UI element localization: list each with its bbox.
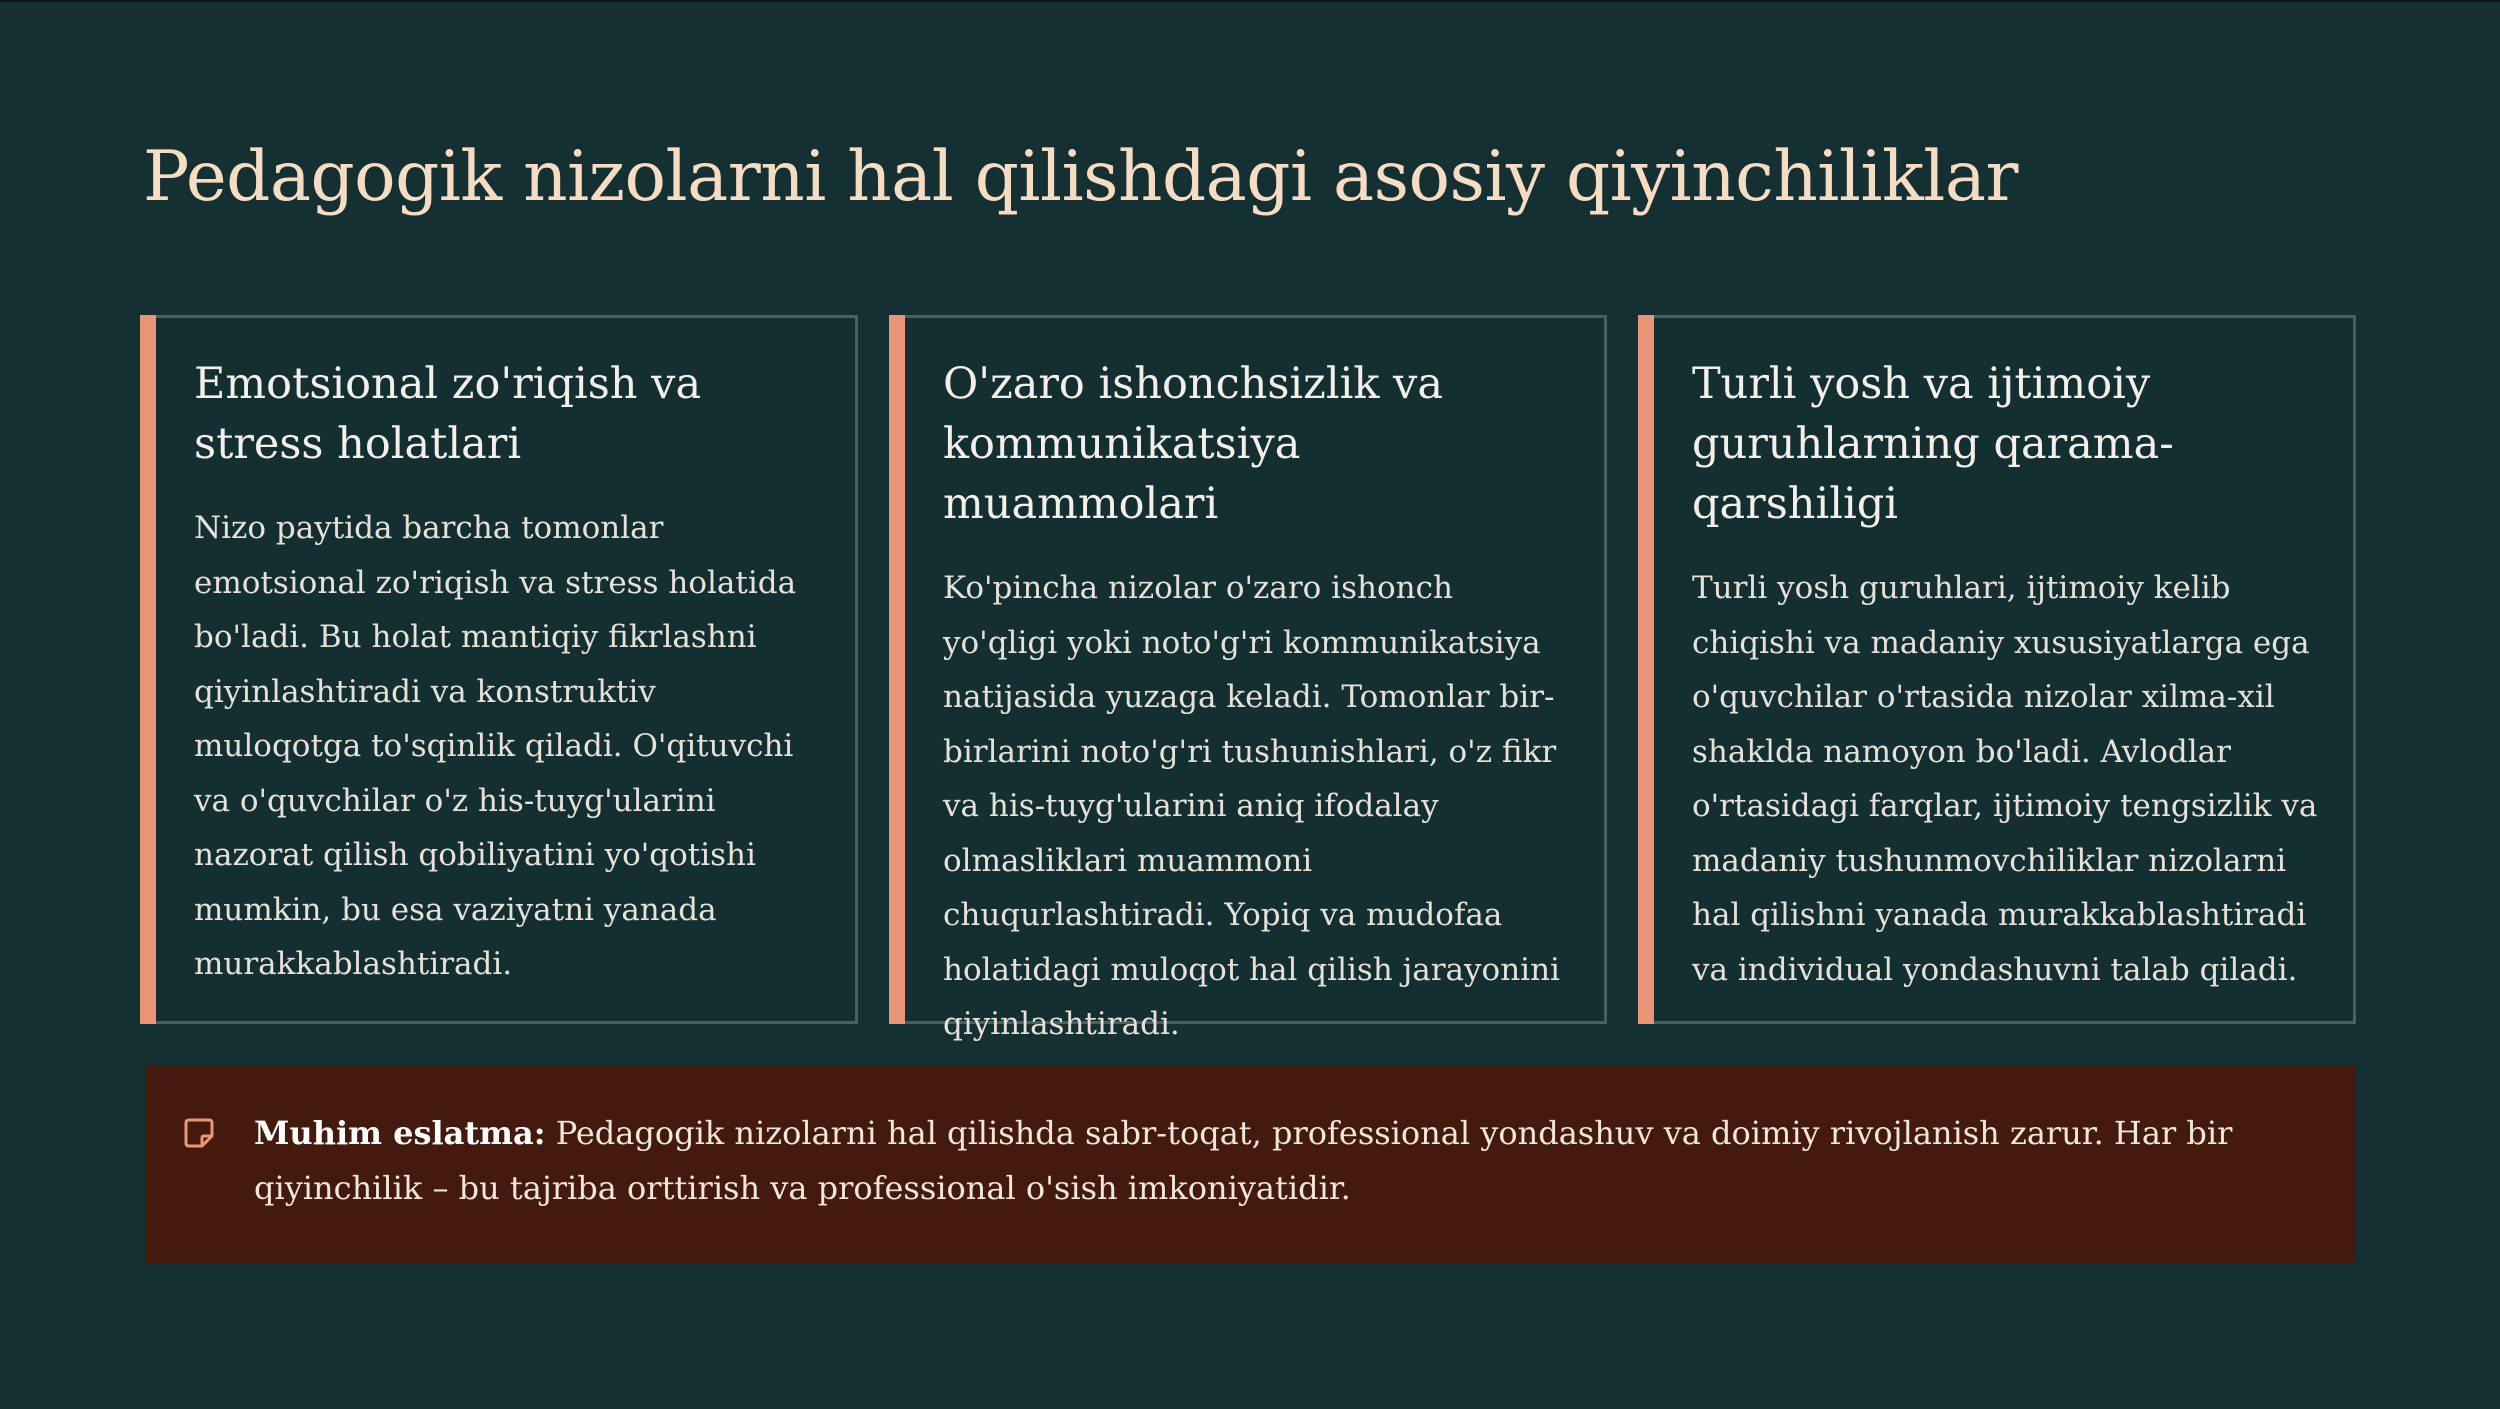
card-content <box>943 354 1574 1052</box>
card-content <box>194 354 825 992</box>
card-title: Turli yosh va ijtimoiy guruhlarning qarama-qarshiligi <box>1692 359 2174 529</box>
card-body: Ko'pincha nizolar o'zaro ishonch yo'qligi yoki noto'g'ri kommunikatsiya natijasida yuzaga keladi. Tomonlar bir-birlarini noto'g'ri tushunishlari, o'z fikr va his-tuyg'ularini aniq ifodalay olmasliklari muammoni chuqurlashtiradi. Yopiq va mudofaa holatidagi muloqot hal qilish jarayonini qiyinlashtiradi. <box>943 570 1560 1042</box>
card-emotional-stress <box>140 315 858 1024</box>
top-border-line <box>0 0 2500 2</box>
card-accent-bar <box>140 315 156 1024</box>
note-content: Pedagogik nizolarni hal qilishda sabr-toqat, professional yondashuv va doimiy rivojlanish zarur. Har bir qiyinchilik – bu tajriba orttirish va professional o'sish imkoniyatidir. <box>254 1114 2233 1207</box>
card-social-groups <box>1638 315 2356 1024</box>
note-icon <box>183 1117 215 1149</box>
card-body: Nizo paytida barcha tomonlar emotsional zo'riqish va stress holatida bo'ladi. Bu holat mantiqiy fikrlashni qiyinlashtiradi va konstruktiv muloqotga to'sqinlik qiladi. O'qituvchi va o'quvchilar o'z his-tuyg'ularini nazorat qilish qobiliyatini yo'qotishi mumkin, bu esa vaziyatni yanada murakkablashtiradi. <box>194 510 797 982</box>
slide-title: Pedagogik nizolarni hal qilishdagi asosiy qiyinchiliklar <box>143 137 2018 217</box>
card-accent-bar <box>1638 315 1654 1024</box>
card-accent-bar <box>889 315 905 1024</box>
card-title: O'zaro ishonchsizlik va kommunikatsiya muammolari <box>943 359 1443 529</box>
card-body: Turli yosh guruhlari, ijtimoiy kelib chiqishi va madaniy xususiyatlarga ega o'quvchilar o'rtasida nizolar xilma-xil shaklda namoyon bo'ladi. Avlodlar o'rtasidagi farqlar, ijtimoiy tengsizlik va madaniy tushunmovchiliklar nizolarni hal qilishni yanada murakkablashtiradi va individual yondashuvni talab qiladi. <box>1692 570 2318 988</box>
note-label: Muhim eslatma: <box>254 1114 546 1152</box>
card-title: Emotsional zo'riqish va stress holatlari <box>194 359 702 469</box>
card-communication-problems <box>889 315 1607 1042</box>
note-text <box>254 1106 2296 1215</box>
important-note-box <box>145 1065 2356 1263</box>
card-content <box>1692 354 2323 997</box>
